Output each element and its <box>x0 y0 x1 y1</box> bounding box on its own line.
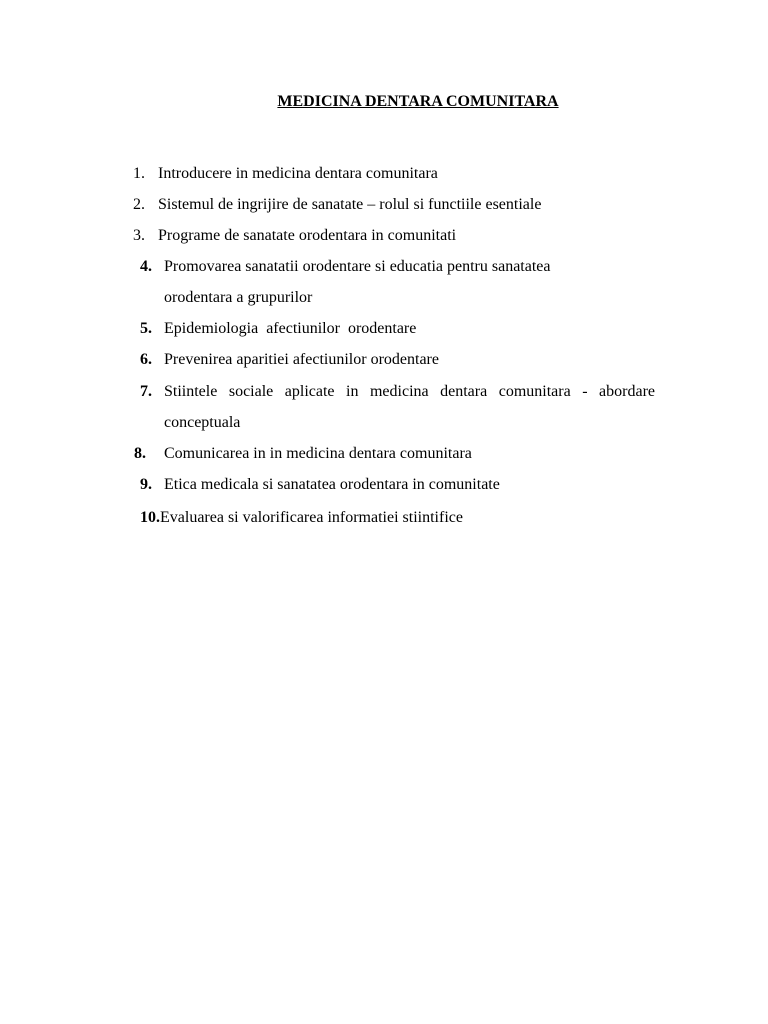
list-item-number: 8. <box>134 445 146 462</box>
list-item-text: Comunicarea in in medicina dentara comunitara <box>164 445 472 462</box>
list-item-text: orodentara a grupurilor <box>164 289 313 306</box>
list-item-text: Stiintele sociale aplicate in medicina dentara comunitara - abordare <box>164 383 655 400</box>
list-item <box>140 382 655 402</box>
list-item <box>133 226 456 246</box>
list-item-number: 7. <box>140 383 152 400</box>
list-item-text: Epidemiologia afectiunilor orodentare <box>164 320 417 337</box>
list-item <box>140 475 500 495</box>
list-item-text: Promovarea sanatatii orodentare si educatia pentru sanatatea <box>164 258 551 275</box>
list-item-number: 4. <box>140 258 152 275</box>
list-item-text: Sistemul de ingrijire de sanatate – rolul si functiile esentiale <box>158 196 542 213</box>
list-item <box>133 195 541 215</box>
list-item-number: 9. <box>140 476 152 493</box>
list-item-text: Evaluarea si valorificarea informatiei stiintifice <box>160 509 463 526</box>
list-item-number: 3. <box>133 227 145 244</box>
list-item-text: Programe de sanatate orodentara in comunitati <box>158 227 457 244</box>
list-item-text: conceptuala <box>164 414 241 431</box>
list-item-number: 10. <box>140 509 160 526</box>
list-item-number: 1. <box>133 165 145 182</box>
list-item-number: 6. <box>140 351 152 368</box>
list-item-continuation <box>164 288 312 308</box>
list-item-text: Prevenirea aparitiei afectiunilor orodentare <box>164 351 439 368</box>
document-title: MEDICINA DENTARA COMUNITARA <box>277 93 559 110</box>
list-item-continuation <box>164 413 240 433</box>
list-item-number: 5. <box>140 320 152 337</box>
list-item <box>133 164 438 184</box>
list-item-text: Introducere in medicina dentara comunitara <box>158 165 438 182</box>
list-item <box>134 444 472 464</box>
list-item <box>140 350 439 370</box>
list-item <box>140 508 463 528</box>
list-item <box>140 257 551 277</box>
list-item <box>140 319 416 339</box>
list-item-text: Etica medicala si sanatatea orodentara in comunitate <box>164 476 500 493</box>
list-item-number: 2. <box>133 196 145 213</box>
